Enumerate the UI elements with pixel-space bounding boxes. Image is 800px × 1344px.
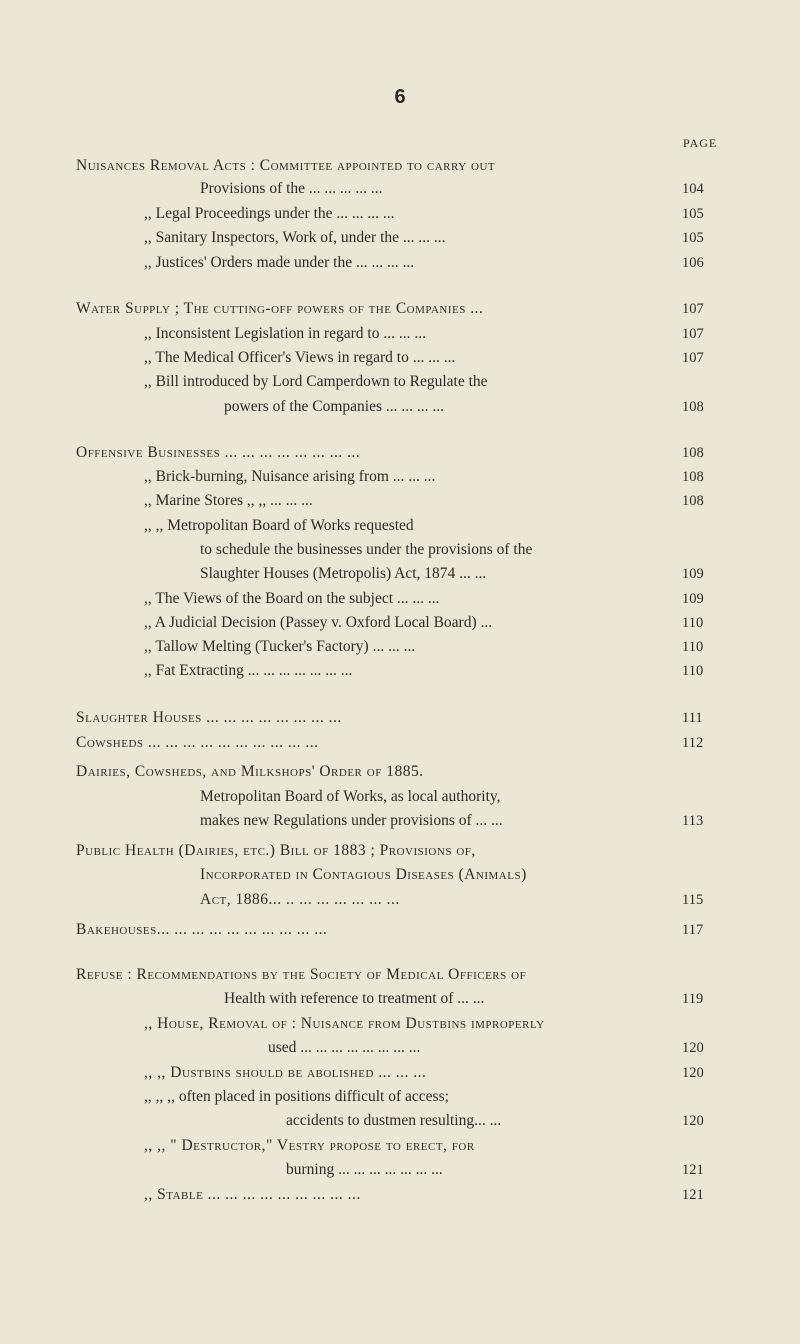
index-page-ref: 109 xyxy=(682,591,704,607)
index-page-ref: 117 xyxy=(682,922,704,938)
index-entry: Metropolitan Board of Works, as local authority, xyxy=(200,788,501,805)
index-entry: ,, Stable ... ... ... ... ... ... ... ... ... xyxy=(144,1186,361,1203)
index-entry: Bakehouses... ... ... ... ... ... ... ... ... ... xyxy=(76,921,328,938)
index-page-ref: 115 xyxy=(682,892,704,908)
index-entry: Slaughter Houses ... ... ... ... ... ... ... ... xyxy=(76,709,342,726)
index-entry: Provisions of the ... ... ... ... ... xyxy=(200,180,383,197)
page-column-header: PAGE xyxy=(683,136,718,150)
index-entry: ,, Bill introduced by Lord Camperdown to Regulate the xyxy=(144,373,488,390)
index-entry: ,, ,, " Destructor," Vestry propose to erect, for xyxy=(144,1137,475,1154)
index-entry: powers of the Companies ... ... ... ... xyxy=(224,398,444,415)
index-page-ref: 106 xyxy=(682,255,704,271)
index-page-ref: 121 xyxy=(682,1162,704,1178)
index-page-ref: 109 xyxy=(682,566,704,582)
index-entry: ,, The Medical Officer's Views in regard to ... ... ... xyxy=(144,349,456,366)
index-entry: Cowsheds ... ... ... ... ... ... ... ... ... ... xyxy=(76,734,319,751)
index-page-ref: 120 xyxy=(682,1113,704,1129)
index-entry: Refuse : Recommendations by the Society of Medical Officers of xyxy=(76,966,527,983)
index-page-ref: 108 xyxy=(682,399,704,415)
index-page-ref: 111 xyxy=(682,710,703,726)
index-entry: ,, Fat Extracting ... ... ... ... ... ... ... xyxy=(144,662,353,679)
index-page-ref: 121 xyxy=(682,1187,704,1203)
index-page-ref: 104 xyxy=(682,181,704,197)
index-page-ref: 107 xyxy=(682,350,704,366)
index-entry: Slaughter Houses (Metropolis) Act, 1874 ... ... xyxy=(200,565,487,582)
index-entry: ,, Legal Proceedings under the ... ... ... ... xyxy=(144,205,395,222)
index-entry: to schedule the businesses under the provisions of the xyxy=(200,541,533,558)
index-page-ref: 120 xyxy=(682,1065,704,1081)
index-entry: ,, Brick-burning, Nuisance arising from ... ... ... xyxy=(144,468,436,485)
index-page-ref: 105 xyxy=(682,206,704,222)
index-page-ref: 113 xyxy=(682,813,704,829)
index-entry: ,, A Judicial Decision (Passey v. Oxford Local Board) ... xyxy=(144,614,493,631)
index-entry: ,, Justices' Orders made under the ... ... ... ... xyxy=(144,254,415,271)
index-entry: makes new Regulations under provisions of ... ... xyxy=(200,812,503,829)
index-entry: Offensive Businesses ... ... ... ... ... ... ... ... xyxy=(76,444,361,461)
index-entry: ,, Tallow Melting (Tucker's Factory) ... ... ... xyxy=(144,638,416,655)
index-entry: used ... ... ... ... ... ... ... ... xyxy=(268,1039,421,1056)
index-entry: ,, House, Removal of : Nuisance from Dustbins improperly xyxy=(144,1015,545,1032)
index-entry: burning ... ... ... ... ... ... ... xyxy=(286,1161,443,1178)
index-page-ref: 119 xyxy=(682,991,704,1007)
index-entry: Water Supply ; The cutting-off powers of the Companies ... xyxy=(76,300,484,317)
index-entry: ,, ,, ,, often placed in positions difficult of access; xyxy=(144,1088,449,1105)
index-entry: Dairies, Cowsheds, and Milkshops' Order of 1885. xyxy=(76,763,424,780)
index-page-ref: 105 xyxy=(682,230,704,246)
index-entry: ,, ,, Metropolitan Board of Works requested xyxy=(144,517,414,534)
index-entry: ,, Marine Stores ,, ,, ... ... ... xyxy=(144,492,313,509)
index-entry: ,, ,, Dustbins should be abolished ... ... ... xyxy=(144,1064,427,1081)
index-entry: ,, Sanitary Inspectors, Work of, under the ... ... ... xyxy=(144,229,446,246)
index-page-ref: 107 xyxy=(682,301,704,317)
index-page-ref: 120 xyxy=(682,1040,704,1056)
index-page-ref: 108 xyxy=(682,469,704,485)
index-entry: Act, 1886... .. ... ... ... ... ... ... xyxy=(200,891,400,908)
index-page-ref: 110 xyxy=(682,663,704,679)
index-page-ref: 108 xyxy=(682,445,704,461)
page-number: 6 xyxy=(394,86,406,108)
index-page-ref: 110 xyxy=(682,615,704,631)
index-page-ref: 110 xyxy=(682,639,704,655)
index-entry: accidents to dustmen resulting... ... xyxy=(286,1112,502,1129)
index-entry: Health with reference to treatment of ... ... xyxy=(224,990,485,1007)
index-entry: Public Health (Dairies, etc.) Bill of 1883 ; Provisions of, xyxy=(76,842,476,859)
index-entry: ,, Inconsistent Legislation in regard to ... ... ... xyxy=(144,325,426,342)
index-entry: Incorporated in Contagious Diseases (Animals) xyxy=(200,866,527,883)
index-page-ref: 112 xyxy=(682,735,704,751)
index-page-ref: 107 xyxy=(682,326,704,342)
index-page-ref: 108 xyxy=(682,493,704,509)
index-entry: ,, The Views of the Board on the subject ... ... ... xyxy=(144,590,440,607)
index-entry: Nuisances Removal Acts : Committee appointed to carry out xyxy=(76,157,496,174)
